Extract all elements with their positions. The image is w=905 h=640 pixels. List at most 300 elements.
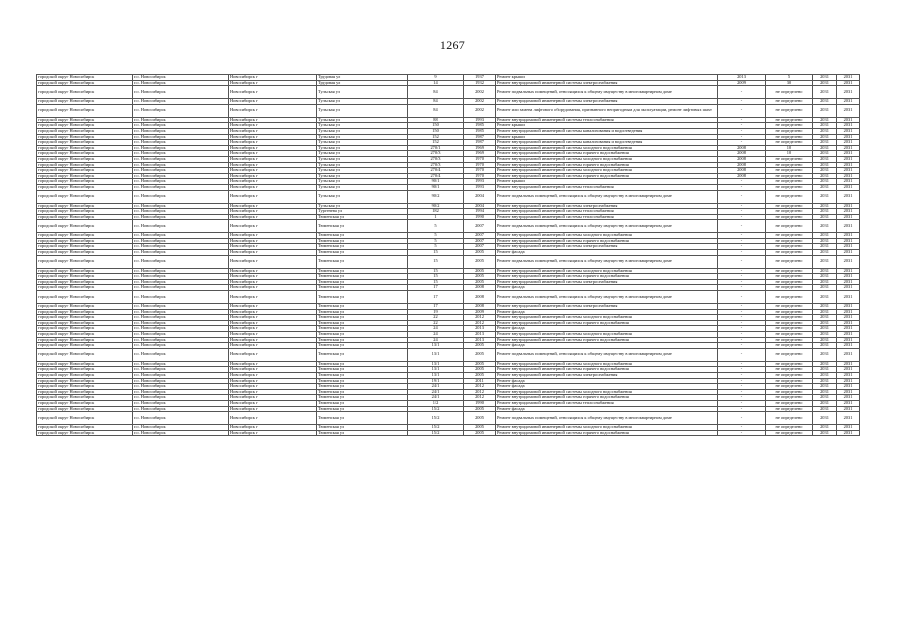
plan-year-cell: 2031: [813, 348, 837, 361]
wear-cell: 10: [766, 145, 813, 151]
year-built-cell: 2008: [464, 285, 496, 291]
wear-cell: не определено: [766, 173, 813, 179]
year-built-cell: 2005: [464, 412, 496, 425]
plan-year-end-cell: 2031: [837, 343, 860, 349]
district-cell: г.о. Новосибирск: [133, 430, 229, 436]
plan-year-cell: 2031: [813, 320, 837, 326]
work-type-cell: Ремонт внутридомовой инженерной системы электроснабжения: [496, 279, 718, 285]
last-repair-year-cell: -: [718, 279, 766, 285]
plan-year-end-cell: 2031: [837, 151, 860, 157]
plan-year-end-cell: 2031: [837, 220, 860, 233]
wear-cell: не определено: [766, 117, 813, 123]
plan-year-end-cell: 2031: [837, 291, 860, 304]
municipality-cell: городской округ Новосибирск: [37, 315, 133, 321]
plan-year-cell: 2031: [813, 291, 837, 304]
city-cell: Новосибирск г: [229, 156, 317, 162]
plan-year-end-cell: 2031: [837, 104, 860, 117]
district-cell: г.о. Новосибирск: [133, 268, 229, 274]
table-row: [37, 104, 860, 117]
wear-cell: не определено: [766, 395, 813, 401]
work-type-cell: Ремонт внутридомовой инженерной системы холодного водоснабжения: [496, 145, 718, 151]
plan-year-cell: 2031: [813, 145, 837, 151]
district-cell: г.о. Новосибирск: [133, 220, 229, 233]
last-repair-year-cell: -: [718, 104, 766, 117]
wear-cell: не определено: [766, 184, 813, 190]
street-cell: Тюменская ул: [317, 400, 408, 406]
work-type-cell: Ремонт внутридомовой инженерной системы холодного водоснабжения: [496, 425, 718, 431]
district-cell: г.о. Новосибирск: [133, 250, 229, 256]
city-cell: Новосибирск г: [229, 291, 317, 304]
district-cell: г.о. Новосибирск: [133, 244, 229, 250]
house-number-cell: 5: [408, 238, 464, 244]
wear-cell: не определено: [766, 315, 813, 321]
work-type-cell: Ремонт внутридомовой инженерной системы теплоснабжения: [496, 214, 718, 220]
wear-cell: не определено: [766, 244, 813, 250]
work-type-cell: Ремонт крыши: [496, 179, 718, 185]
wear-cell: не определено: [766, 285, 813, 291]
municipality-cell: городской округ Новосибирск: [37, 173, 133, 179]
street-cell: Тюменская ул: [317, 274, 408, 280]
district-cell: г.о. Новосибирск: [133, 173, 229, 179]
district-cell: г.о. Новосибирск: [133, 343, 229, 349]
wear-cell: не определено: [766, 309, 813, 315]
year-built-cell: 2012: [464, 389, 496, 395]
work-type-cell: Ремонт внутридомовой инженерной системы холодного водоснабжения: [496, 389, 718, 395]
district-cell: г.о. Новосибирск: [133, 425, 229, 431]
wear-cell: не определено: [766, 255, 813, 268]
city-cell: Новосибирск г: [229, 268, 317, 274]
plan-year-cell: 2031: [813, 326, 837, 332]
wear-cell: не определено: [766, 209, 813, 215]
city-cell: Новосибирск г: [229, 99, 317, 105]
municipality-cell: городской округ Новосибирск: [37, 184, 133, 190]
house-number-cell: 22: [408, 320, 464, 326]
plan-year-end-cell: 2031: [837, 156, 860, 162]
last-repair-year-cell: -: [718, 332, 766, 338]
plan-year-cell: 2031: [813, 104, 837, 117]
street-cell: Тюменская ул: [317, 279, 408, 285]
last-repair-year-cell: -: [718, 250, 766, 256]
plan-year-end-cell: 2031: [837, 128, 860, 134]
district-cell: г.о. Новосибирск: [133, 80, 229, 86]
house-number-cell: 5: [408, 244, 464, 250]
street-cell: Тюменская ул: [317, 378, 408, 384]
plan-year-end-cell: 2031: [837, 99, 860, 105]
wear-cell: не определено: [766, 304, 813, 310]
year-built-cell: 2002: [464, 99, 496, 105]
city-cell: Новосибирск г: [229, 343, 317, 349]
plan-year-end-cell: 2031: [837, 184, 860, 190]
district-cell: г.о. Новосибирск: [133, 86, 229, 99]
year-built-cell: 2005: [464, 255, 496, 268]
district-cell: г.о. Новосибирск: [133, 337, 229, 343]
house-number-cell: 270/3: [408, 162, 464, 168]
city-cell: Новосибирск г: [229, 304, 317, 310]
last-repair-year-cell: -: [718, 134, 766, 140]
wear-cell: не определено: [766, 384, 813, 390]
city-cell: Новосибирск г: [229, 425, 317, 431]
last-repair-year-cell: -: [718, 337, 766, 343]
work-type-cell: Ремонт подвальных помещений, относящихся к общему имуществу в многоквартирном доме: [496, 220, 718, 233]
house-number-cell: 84: [408, 99, 464, 105]
last-repair-year-cell: -: [718, 274, 766, 280]
last-repair-year-cell: -: [718, 326, 766, 332]
district-cell: г.о. Новосибирск: [133, 179, 229, 185]
year-built-cell: 2012: [464, 395, 496, 401]
house-number-cell: 270/4: [408, 173, 464, 179]
plan-year-cell: 2031: [813, 214, 837, 220]
wear-cell: не определено: [766, 291, 813, 304]
municipality-cell: городской округ Новосибирск: [37, 372, 133, 378]
municipality-cell: городской округ Новосибирск: [37, 134, 133, 140]
last-repair-year-cell: -: [718, 244, 766, 250]
city-cell: Новосибирск г: [229, 128, 317, 134]
last-repair-year-cell: -: [718, 179, 766, 185]
municipality-cell: городской округ Новосибирск: [37, 361, 133, 367]
house-number-cell: 84: [408, 104, 464, 117]
page-number: 1267: [439, 38, 466, 52]
last-repair-year-cell: -: [718, 128, 766, 134]
district-cell: г.о. Новосибирск: [133, 384, 229, 390]
last-repair-year-cell: -: [718, 86, 766, 99]
work-type-cell: Ремонт внутридомовой инженерной системы электроснабжения: [496, 203, 718, 209]
district-cell: г.о. Новосибирск: [133, 145, 229, 151]
house-number-cell: 15/2: [408, 406, 464, 412]
plan-year-end-cell: 2031: [837, 134, 860, 140]
municipality-cell: городской округ Новосибирск: [37, 123, 133, 129]
work-type-cell: Ремонт фасада: [496, 326, 718, 332]
municipality-cell: городской округ Новосибирск: [37, 233, 133, 239]
district-cell: г.о. Новосибирск: [133, 214, 229, 220]
municipality-cell: городской округ Новосибирск: [37, 367, 133, 373]
last-repair-year-cell: -: [718, 361, 766, 367]
plan-year-end-cell: 2031: [837, 332, 860, 338]
district-cell: г.о. Новосибирск: [133, 291, 229, 304]
city-cell: Новосибирск г: [229, 209, 317, 215]
year-built-cell: 1987: [464, 134, 496, 140]
plan-year-cell: 2031: [813, 203, 837, 209]
work-type-cell: Ремонт внутридомовой инженерной системы холодного водоснабжения: [496, 315, 718, 321]
house-number-cell: 24: [408, 337, 464, 343]
municipality-cell: городской округ Новосибирск: [37, 378, 133, 384]
wear-cell: не определено: [766, 326, 813, 332]
work-type-cell: Ремонт подвальных помещений, относящихся к общему имуществу в многоквартирном доме: [496, 412, 718, 425]
city-cell: Новосибирск г: [229, 367, 317, 373]
municipality-cell: городской округ Новосибирск: [37, 285, 133, 291]
city-cell: Новосибирск г: [229, 80, 317, 86]
city-cell: Новосибирск г: [229, 326, 317, 332]
work-type-cell: Ремонт внутридомовой инженерной системы горячего водоснабжения: [496, 151, 718, 157]
municipality-cell: городской округ Новосибирск: [37, 244, 133, 250]
street-cell: Тюменская ул: [317, 214, 408, 220]
work-type-cell: Ремонт фасада: [496, 406, 718, 412]
table-row: [37, 86, 860, 99]
district-cell: г.о. Новосибирск: [133, 255, 229, 268]
plan-year-cell: 2031: [813, 361, 837, 367]
house-number-cell: 24/1: [408, 389, 464, 395]
street-cell: Тюменская ул: [317, 337, 408, 343]
city-cell: Новосибирск г: [229, 430, 317, 436]
house-number-cell: 152: [408, 140, 464, 146]
city-cell: Новосибирск г: [229, 123, 317, 129]
last-repair-year-cell: -: [718, 343, 766, 349]
house-number-cell: 15/2: [408, 412, 464, 425]
district-cell: г.о. Новосибирск: [133, 315, 229, 321]
last-repair-year-cell: -: [718, 320, 766, 326]
district-cell: г.о. Новосибирск: [133, 156, 229, 162]
plan-year-cell: 2031: [813, 75, 837, 81]
last-repair-year-cell: -: [718, 117, 766, 123]
street-cell: Тюменская ул: [317, 238, 408, 244]
municipality-cell: городской округ Новосибирск: [37, 190, 133, 203]
house-number-cell: 15: [408, 250, 464, 256]
work-type-cell: Ремонт внутридомовой инженерной системы холодного водоснабжения: [496, 168, 718, 174]
district-cell: г.о. Новосибирск: [133, 304, 229, 310]
house-number-cell: 84: [408, 86, 464, 99]
wear-cell: не определено: [766, 367, 813, 373]
plan-year-cell: 2031: [813, 123, 837, 129]
table-row: [37, 348, 860, 361]
year-built-cell: 1993: [464, 184, 496, 190]
house-number-cell: 13/1: [408, 372, 464, 378]
last-repair-year-cell: -: [718, 367, 766, 373]
district-cell: г.о. Новосибирск: [133, 190, 229, 203]
city-cell: Новосибирск г: [229, 337, 317, 343]
wear-cell: не определено: [766, 156, 813, 162]
work-type-cell: Ремонт внутридомовой инженерной системы горячего водоснабжения: [496, 395, 718, 401]
year-built-cell: 2005: [464, 361, 496, 367]
plan-year-cell: 2031: [813, 315, 837, 321]
house-number-cell: 14: [408, 80, 464, 86]
last-repair-year-cell: -: [718, 209, 766, 215]
city-cell: Новосибирск г: [229, 140, 317, 146]
city-cell: Новосибирск г: [229, 203, 317, 209]
district-cell: г.о. Новосибирск: [133, 389, 229, 395]
street-cell: Тюменская ул: [317, 372, 408, 378]
municipality-cell: городской округ Новосибирск: [37, 337, 133, 343]
plan-year-cell: 2031: [813, 412, 837, 425]
plan-year-end-cell: 2031: [837, 361, 860, 367]
plan-year-cell: 2031: [813, 285, 837, 291]
work-type-cell: Ремонт внутридомовой инженерной системы канализования и водоотведения: [496, 140, 718, 146]
municipality-cell: городской округ Новосибирск: [37, 430, 133, 436]
last-repair-year-cell: -: [718, 238, 766, 244]
work-type-cell: Ремонт крыши: [496, 75, 718, 81]
city-cell: Новосибирск г: [229, 285, 317, 291]
municipality-cell: городской округ Новосибирск: [37, 179, 133, 185]
year-built-cell: 2012: [464, 320, 496, 326]
year-built-cell: 2005: [464, 372, 496, 378]
work-type-cell: Ремонт внутридомовой инженерной системы горячего водоснабжения: [496, 274, 718, 280]
work-type-cell: Ремонт внутридомовой инженерной системы электроснабжения: [496, 99, 718, 105]
city-cell: Новосибирск г: [229, 244, 317, 250]
street-cell: Тюменская ул: [317, 291, 408, 304]
wear-cell: не определено: [766, 162, 813, 168]
year-built-cell: 1994: [464, 209, 496, 215]
work-type-cell: Ремонт внутридомовой инженерной системы горячего водоснабжения: [496, 430, 718, 436]
year-built-cell: 1970: [464, 162, 496, 168]
year-built-cell: 1937: [464, 75, 496, 81]
year-built-cell: 2007: [464, 244, 496, 250]
plan-year-end-cell: 2031: [837, 173, 860, 179]
city-cell: Новосибирск г: [229, 104, 317, 117]
year-built-cell: 2005: [464, 279, 496, 285]
municipality-cell: городской округ Новосибирск: [37, 86, 133, 99]
street-cell: Тюменская ул: [317, 367, 408, 373]
city-cell: Новосибирск г: [229, 220, 317, 233]
municipality-cell: городской округ Новосибирск: [37, 203, 133, 209]
year-built-cell: 1932: [464, 80, 496, 86]
work-type-cell: Ремонт внутридомовой инженерной системы горячего водоснабжения: [496, 320, 718, 326]
house-number-cell: 90/2: [408, 203, 464, 209]
street-cell: Тюменская ул: [317, 326, 408, 332]
street-cell: Тюменская ул: [317, 220, 408, 233]
wear-cell: не определено: [766, 203, 813, 209]
last-repair-year-cell: -: [718, 395, 766, 401]
plan-year-end-cell: 2031: [837, 75, 860, 81]
municipality-cell: городской округ Новосибирск: [37, 343, 133, 349]
plan-year-cell: 2031: [813, 134, 837, 140]
district-cell: г.о. Новосибирск: [133, 406, 229, 412]
house-number-cell: 90/2: [408, 190, 464, 203]
year-built-cell: 2004: [464, 190, 496, 203]
street-cell: Тюменская ул: [317, 233, 408, 239]
house-number-cell: 13/1: [408, 361, 464, 367]
district-cell: г.о. Новосибирск: [133, 140, 229, 146]
plan-year-end-cell: 2031: [837, 430, 860, 436]
plan-year-cell: 2031: [813, 250, 837, 256]
wear-cell: не определено: [766, 425, 813, 431]
house-number-cell: 150: [408, 128, 464, 134]
work-type-cell: Ремонт фасада: [496, 309, 718, 315]
street-cell: Тульская ул: [317, 86, 408, 99]
last-repair-year-cell: -: [718, 425, 766, 431]
last-repair-year-cell: -: [718, 233, 766, 239]
work-type-cell: Ремонт внутридомовой инженерной системы холодного водоснабжения: [496, 268, 718, 274]
house-number-cell: 1: [408, 214, 464, 220]
plan-year-cell: 2031: [813, 184, 837, 190]
municipality-cell: городской округ Новосибирск: [37, 99, 133, 105]
district-cell: г.о. Новосибирск: [133, 99, 229, 105]
street-cell: Тюменская ул: [317, 315, 408, 321]
last-repair-year-cell: -: [718, 348, 766, 361]
house-number-cell: 24/1: [408, 395, 464, 401]
house-number-cell: 270/3: [408, 156, 464, 162]
city-cell: Новосибирск г: [229, 395, 317, 401]
work-type-cell: Ремонт подвальных помещений, относящихся к общему имуществу в многоквартирном доме: [496, 291, 718, 304]
district-cell: г.о. Новосибирск: [133, 348, 229, 361]
district-cell: г.о. Новосибирск: [133, 151, 229, 157]
city-cell: Новосибирск г: [229, 233, 317, 239]
year-built-cell: 2005: [464, 367, 496, 373]
district-cell: г.о. Новосибирск: [133, 285, 229, 291]
street-cell: Тургенева ул: [317, 209, 408, 215]
street-cell: Тюменская ул: [317, 332, 408, 338]
work-type-cell: Ремонт внутридомовой инженерной системы электроснабжения: [496, 244, 718, 250]
plan-year-cell: 2031: [813, 406, 837, 412]
plan-year-cell: 2031: [813, 173, 837, 179]
plan-year-cell: 2031: [813, 190, 837, 203]
work-type-cell: Ремонт внутридомовой инженерной системы горячего водоснабжения: [496, 337, 718, 343]
house-number-cell: 17: [408, 304, 464, 310]
work-type-cell: Ремонт внутридомовой инженерной системы горячего водоснабжения: [496, 238, 718, 244]
street-cell: Тюменская ул: [317, 285, 408, 291]
city-cell: Новосибирск г: [229, 184, 317, 190]
street-cell: Тульская ул: [317, 145, 408, 151]
municipality-cell: городской округ Новосибирск: [37, 209, 133, 215]
street-cell: Тюменская ул: [317, 320, 408, 326]
year-built-cell: 2013: [464, 337, 496, 343]
street-cell: Тюменская ул: [317, 250, 408, 256]
district-cell: г.о. Новосибирск: [133, 378, 229, 384]
last-repair-year-cell: 2008: [718, 151, 766, 157]
last-repair-year-cell: -: [718, 384, 766, 390]
plan-year-end-cell: 2031: [837, 209, 860, 215]
last-repair-year-cell: 2008: [718, 168, 766, 174]
municipality-cell: городской округ Новосибирск: [37, 117, 133, 123]
wear-cell: не определено: [766, 430, 813, 436]
plan-year-cell: 2031: [813, 337, 837, 343]
plan-year-cell: 2031: [813, 430, 837, 436]
street-cell: Тульская ул: [317, 104, 408, 117]
works-table: [36, 74, 860, 436]
year-built-cell: 2005: [464, 250, 496, 256]
plan-year-end-cell: 2031: [837, 86, 860, 99]
municipality-cell: городской округ Новосибирск: [37, 220, 133, 233]
street-cell: Тульская ул: [317, 123, 408, 129]
municipality-cell: городской округ Новосибирск: [37, 268, 133, 274]
plan-year-cell: 2031: [813, 151, 837, 157]
work-type-cell: Ремонт подвальных помещений, относящихся к общему имуществу в многоквартирном доме: [496, 86, 718, 99]
wear-cell: не определено: [766, 320, 813, 326]
table-row: [37, 190, 860, 203]
city-cell: Новосибирск г: [229, 332, 317, 338]
municipality-cell: городской округ Новосибирск: [37, 214, 133, 220]
wear-cell: не определено: [766, 179, 813, 185]
street-cell: Тюменская ул: [317, 309, 408, 315]
plan-year-cell: 2031: [813, 367, 837, 373]
street-cell: Тульская ул: [317, 128, 408, 134]
work-type-cell: Ремонт фасада: [496, 250, 718, 256]
street-cell: Тюменская ул: [317, 348, 408, 361]
last-repair-year-cell: -: [718, 400, 766, 406]
street-cell: Тюменская ул: [317, 430, 408, 436]
wear-cell: не определено: [766, 214, 813, 220]
work-type-cell: Ремонт внутридомовой инженерной системы холодного водоснабжения: [496, 233, 718, 239]
last-repair-year-cell: -: [718, 378, 766, 384]
district-cell: г.о. Новосибирск: [133, 279, 229, 285]
plan-year-end-cell: 2031: [837, 238, 860, 244]
street-cell: Тульская ул: [317, 162, 408, 168]
work-type-cell: Ремонт фасада: [496, 384, 718, 390]
year-built-cell: 1990: [464, 214, 496, 220]
plan-year-end-cell: 2031: [837, 250, 860, 256]
last-repair-year-cell: 2008: [718, 156, 766, 162]
year-built-cell: 2007: [464, 220, 496, 233]
house-number-cell: 5: [408, 233, 464, 239]
wear-cell: не определено: [766, 233, 813, 239]
plan-year-end-cell: 2031: [837, 320, 860, 326]
last-repair-year-cell: -: [718, 412, 766, 425]
year-built-cell: 2007: [464, 238, 496, 244]
wear-cell: не определено: [766, 279, 813, 285]
plan-year-end-cell: 2031: [837, 279, 860, 285]
street-cell: Тульская ул: [317, 190, 408, 203]
house-number-cell: 270/4: [408, 168, 464, 174]
plan-year-cell: 2031: [813, 156, 837, 162]
work-type-cell: Ремонт внутридомовой инженерной системы холодного водоснабжения: [496, 332, 718, 338]
street-cell: Трудовая ул: [317, 75, 408, 81]
